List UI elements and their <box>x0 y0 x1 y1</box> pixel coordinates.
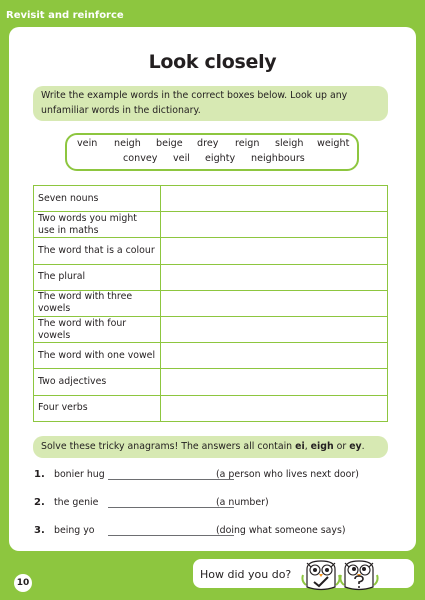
table-row <box>34 238 388 264</box>
answer-cell[interactable] <box>161 316 388 342</box>
instruction-box <box>33 86 388 121</box>
word-bank-word: eighty <box>205 153 236 164</box>
anagram-pattern-ei: ei <box>295 441 305 452</box>
answer-cell[interactable] <box>161 212 388 238</box>
page-title: Look closely <box>148 51 277 73</box>
row-label: The word with four vowels <box>34 316 161 342</box>
anagram-item-3 <box>34 525 394 541</box>
answer-cell[interactable] <box>161 238 388 264</box>
table-row <box>34 395 388 421</box>
word-bank <box>65 133 359 171</box>
word-bank-word: convey <box>123 153 158 164</box>
answer-cell[interactable] <box>161 290 388 316</box>
row-label: The word that is a colour <box>34 238 161 264</box>
anagram-hint: (a number) <box>216 497 269 508</box>
word-bank-word: weight <box>317 138 350 149</box>
table-row <box>34 343 388 369</box>
row-label: Two words you might use in maths <box>34 212 161 238</box>
owl-question-icon[interactable] <box>339 557 379 591</box>
anagram-or: or <box>333 441 350 452</box>
answer-cell[interactable] <box>161 369 388 395</box>
word-bank-word: neighbours <box>251 153 305 164</box>
page-number: 10 <box>14 574 32 592</box>
anagram-instruction-box <box>33 436 388 458</box>
word-bank-word: drey <box>197 138 219 149</box>
word-bank-word: veil <box>173 153 190 164</box>
sorting-table <box>33 185 388 422</box>
anagram-item-1 <box>34 469 394 485</box>
anagram-instruction-text: Solve these tricky anagrams! The answers all contain <box>41 441 296 452</box>
table-row <box>34 212 388 238</box>
instruction-text: Write the example words in the correct boxes below. Look up any unfamiliar words in the dictionary. <box>41 90 348 116</box>
owl-tick-icon[interactable] <box>301 557 341 591</box>
anagram-end: . <box>361 441 365 452</box>
row-label: The word with one vowel <box>34 343 161 369</box>
anagram-separator: , <box>304 441 311 452</box>
anagram-number: 1. <box>34 469 45 480</box>
row-label: Two adjectives <box>34 369 161 395</box>
word-bank-word: beige <box>156 138 183 149</box>
word-bank-row-2 <box>67 153 357 167</box>
word-bank-word: sleigh <box>275 138 304 149</box>
row-label: Seven nouns <box>34 186 161 212</box>
answer-cell[interactable] <box>161 343 388 369</box>
word-bank-word: reign <box>235 138 260 149</box>
self-assessment-box <box>191 557 416 590</box>
row-label: The word with three vowels <box>34 290 161 316</box>
row-label: The plural <box>34 264 161 290</box>
anagram-pattern-eigh: eigh <box>310 441 334 452</box>
anagram-hint: (a person who lives next door) <box>216 469 359 480</box>
anagram-number: 3. <box>34 525 45 536</box>
anagram-hint: (doing what someone says) <box>216 525 346 536</box>
anagram-item-2 <box>34 497 394 513</box>
anagram-number: 2. <box>34 497 45 508</box>
word-bank-row-1 <box>67 138 357 152</box>
answer-cell[interactable] <box>161 395 388 421</box>
table-row <box>34 264 388 290</box>
word-bank-word: neigh <box>114 138 141 149</box>
row-label: Four verbs <box>34 395 161 421</box>
table-row <box>34 290 388 316</box>
table-row <box>34 186 388 212</box>
answer-cell[interactable] <box>161 186 388 212</box>
answer-cell[interactable] <box>161 264 388 290</box>
table-row <box>34 369 388 395</box>
table-row <box>34 316 388 342</box>
anagram-letters: being yo <box>54 525 95 536</box>
word-bank-word: vein <box>77 138 98 149</box>
anagram-letters: bonier hug <box>54 469 105 480</box>
anagram-letters: the genie <box>54 497 99 508</box>
self-assessment-question: How did you do? <box>200 568 292 581</box>
section-label: Revisit and reinforce <box>6 10 124 21</box>
anagram-pattern-ey: ey <box>349 441 362 452</box>
